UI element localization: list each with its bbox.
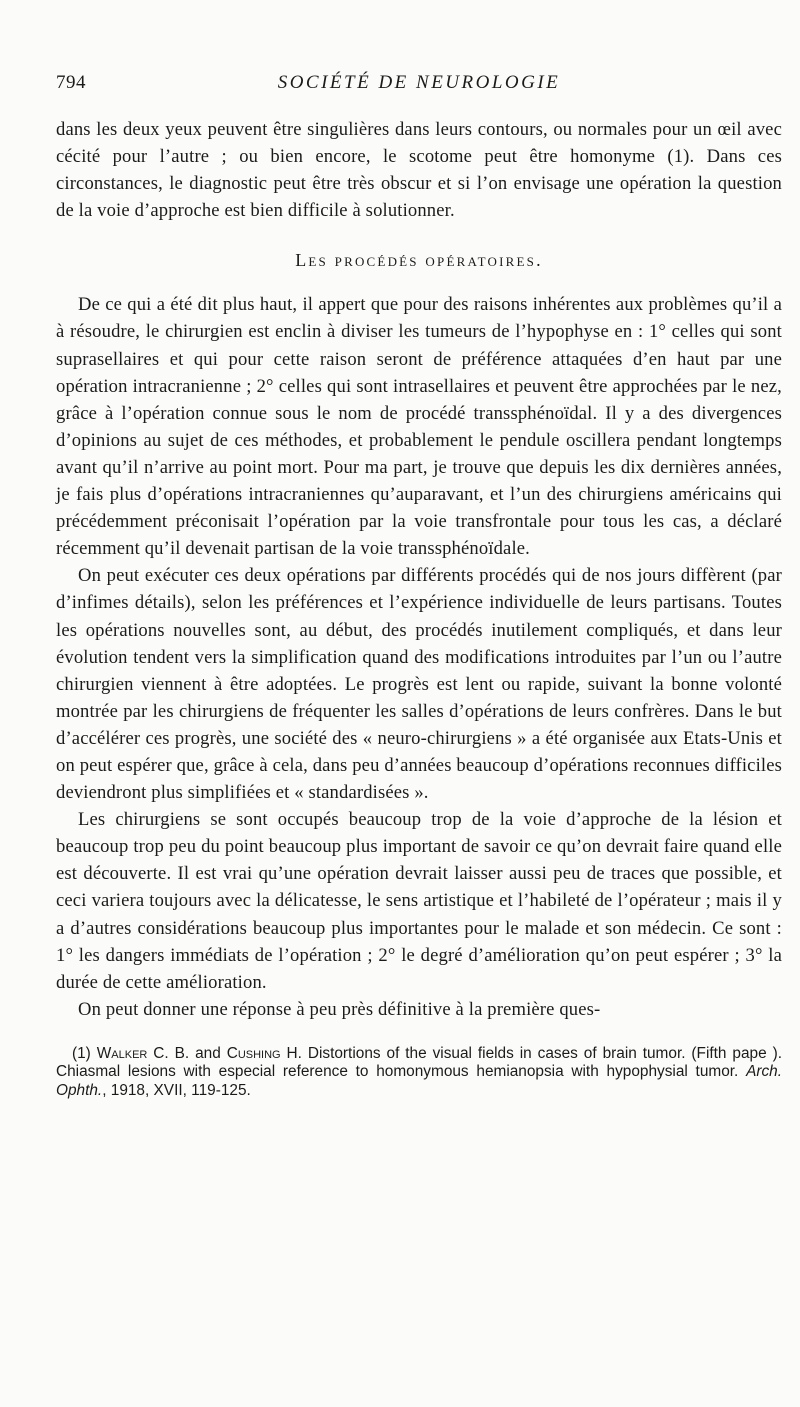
footnote-author: Cushing H.: [226, 1044, 302, 1062]
footnote-conjunction: and: [189, 1044, 227, 1062]
footnote-author: Walker C. B.: [96, 1044, 190, 1062]
page-number: 794: [56, 72, 86, 93]
paragraph: Les chirurgiens se sont occupés beaucoup trop de la voie d’approche de la lésion et beaucoup trop peu du point beaucoup plus important de savoir ce qu’on devrait faire quand elle est découverte. Il est vrai qu’une opération devrait laisser aussi peu de traces que possible, et ceci variera toujours avec la délicatesse, le sens artistique et l’habileté de l’opérateur ; mais il y a d’autres considérations beaucoup plus importantes pour le malade et son médecin. Ce sont : 1° les dangers immédiats de l’opération ; 2° le degré d’amélioration qu’on peut espérer ; 3° la durée de cette amélioration.: [56, 809, 782, 993]
footnote-journal: Arch. Ophth.: [56, 1063, 782, 1099]
footnote: [56, 1045, 782, 1101]
paragraph: On peut exécuter ces deux opérations par différents procédés qui de nos jours diffèrent (par d’infimes détails), selon les préférences et l’expérience individuelle de leurs partisans. Toutes les opérations nouvelles sont, au début, des procédés inutilement compliqués, et dans leur évolution tendent vers la simplification quand des modifications introduites par l’un ou l’autre chirurgien viennent à être adoptées. Le progrès est lent ou rapide, suivant la bonne volonté montrée par les chirurgiens de fréquenter les salles d’opérations de leurs confrères. Dans le but d’accélérer ces progrès, une société des « neuro-chirurgiens » a été organisée aux Etats-Unis et on peut espérer que, grâce à cela, dans peu d’années beaucoup d’opérations reconnues difficiles deviendront plus simplifiées et « standardisées ».: [56, 565, 782, 804]
section-heading: Les procédés opératoires.: [295, 250, 543, 271]
paragraph-continuation: dans les deux yeux peuvent être singulières dans leurs contours, ou normales pour un œil avec cécité pour l’autre ; ou bien encore, le scotome peut être homonyme (1). Dans ces circonstances, le diagnostic peut être très obscur et si l’on envisage une opération la question de la voie d’approche est bien difficile à solutionner.: [56, 119, 782, 222]
paragraph: On peut donner une réponse à peu près définitive à la première ques-: [78, 998, 601, 1020]
document-page: [56, 72, 782, 1100]
body-text: [56, 116, 782, 1023]
footnote-citation: , 1918, XVII, 119-125.: [102, 1081, 251, 1099]
footnote-title: Distortions of the visual fields in cases of brain tumor. (Fifth pape ). Chiasmal lesions with especial reference to homonymous hemianopsia with hypophysial tumor.: [56, 1044, 782, 1081]
running-head: [56, 72, 782, 102]
paragraph: De ce qui a été dit plus haut, il appert que pour des raisons inhérentes aux problèmes qu’il a à résoudre, le chirurgien est enclin à diviser les tumeurs de l’hypophyse en : 1° celles qui sont suprasellaires et qui pour cette raison seront de préférence attaquées d’en haut par une opération intracranienne ; 2° celles qui sont intrasellaires et peuvent être approchées par le nez, grâce à l’opération connue sous le nom de procédé transsphénoïdal. Il y a des divergences d’opinions au sujet de ces méthodes, et probablement le pendule oscillera pendant longtemps avant qu’il n’arrive au point mort. Pour ma part, je trouve que depuis les dix dernières années, je fais plus d’opérations intracraniennes qu’auparavant, et l’un des chirurgiens américains qui précédemment préconisait l’opération par la voie transfrontale pour tous les cas, a déclaré récemment qu’il devenait partisan de la voie transsphénoïdale.: [56, 294, 782, 560]
footnote-marker: (1): [72, 1044, 91, 1062]
journal-title: SOCIÉTÉ DE NEUROLOGIE: [277, 72, 561, 93]
